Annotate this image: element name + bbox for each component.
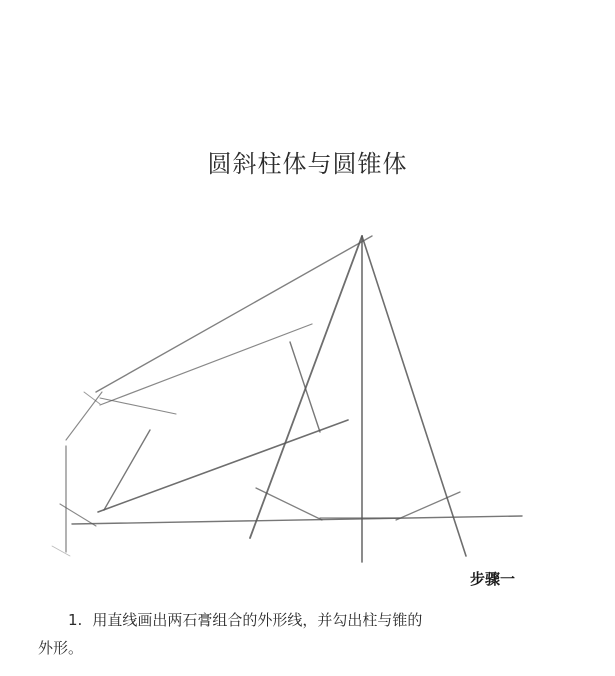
sketch-line — [98, 420, 348, 512]
sketch-line — [362, 236, 466, 556]
step-label: 步骤一 — [470, 570, 516, 588]
sketch-line — [100, 324, 312, 405]
sketch-line — [96, 236, 372, 392]
page-title: 圆斜柱体与圆锥体 — [207, 150, 408, 178]
sketch-line — [256, 488, 322, 520]
caption-line-1 — [38, 606, 558, 634]
sketch-line — [66, 392, 102, 440]
step-caption — [38, 606, 558, 662]
pencil-sketch-illustration — [0, 200, 615, 580]
caption-text-1: 用直线画出两石膏组合的外形线，并勾出柱与锥的 — [92, 611, 423, 629]
caption-line-2: 外形。 — [38, 639, 84, 657]
sketch-line — [52, 546, 70, 556]
sketch-line — [104, 430, 150, 510]
caption-number: 1. — [68, 611, 83, 629]
sketch-line — [100, 398, 176, 414]
